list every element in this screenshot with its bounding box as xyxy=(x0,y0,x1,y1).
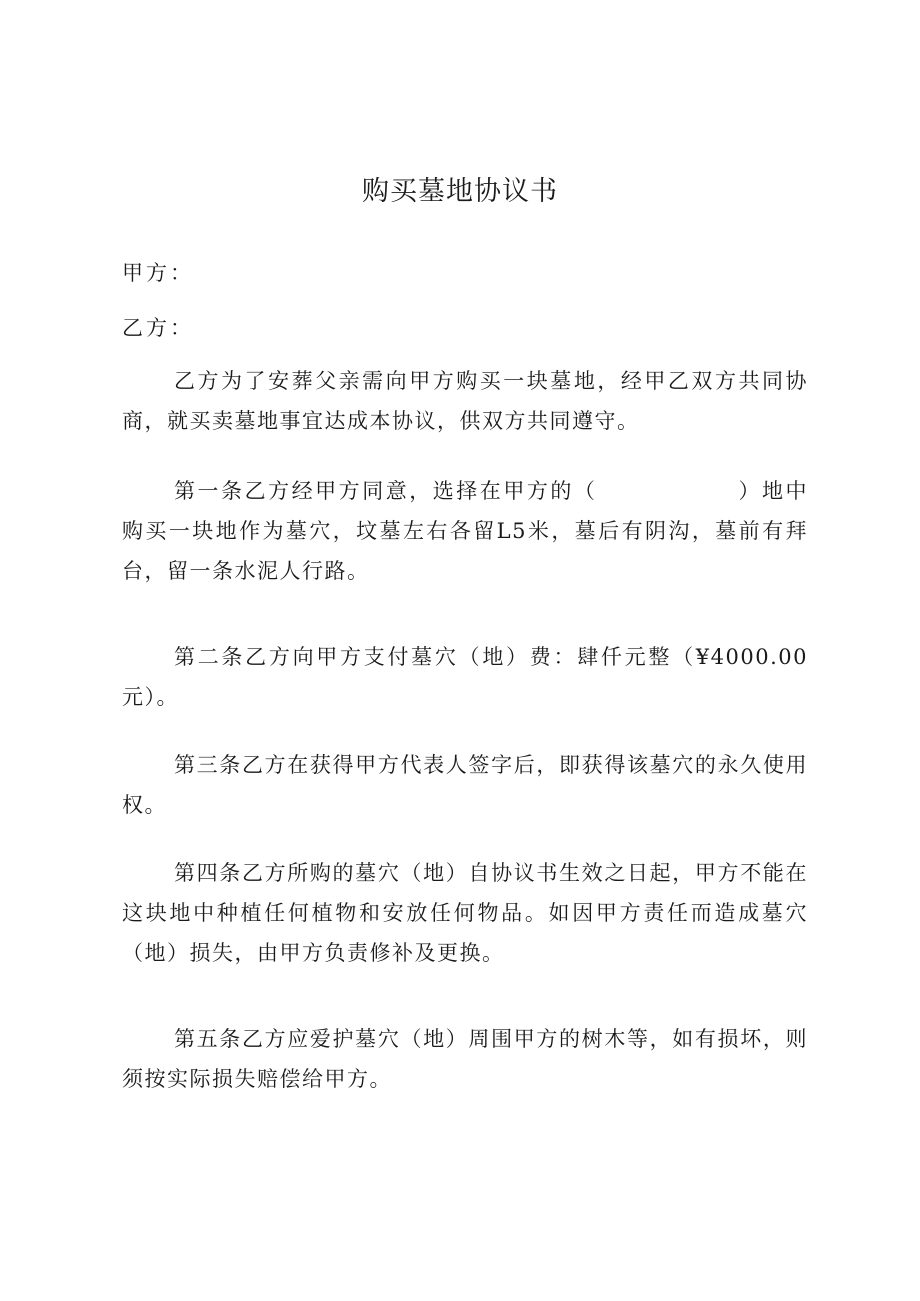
article-1-text-end: ）地中购买一块地作为墓穴，坟墓左右各留L5米，墓后有阴沟，墓前有拜台，留一条水泥人行路。 xyxy=(122,479,809,583)
party-a-label: 甲方： xyxy=(122,261,194,285)
article-5-paragraph: 第五条乙方应爱护墓穴（地）周围甲方的树木等，如有损坏，则须按实际损失赔偿给甲方。 xyxy=(122,1027,808,1091)
article-1-text-start: 第一条乙方经甲方同意，选择在甲方的（ xyxy=(174,479,598,503)
article-2-paragraph: 第二条乙方向甲方支付墓穴（地）费：肆仟元整（¥4000.00元）。 xyxy=(122,645,808,709)
party-b-label: 乙方： xyxy=(122,316,194,340)
article-1-paragraph xyxy=(122,471,808,591)
preamble-paragraph: 乙方为了安葬父亲需向甲方购买一块墓地，经甲乙双方共同协商，就买卖墓地事宜达成本协议，供双方共同遵守。 xyxy=(122,369,808,433)
article-4-paragraph: 第四条乙方所购的墓穴（地）自协议书生效之日起，甲方不能在这块地中种植任何植物和安放任何物品。如因甲方责任而造成墓穴（地）损失，由甲方负责修补及更换。 xyxy=(122,861,808,965)
article-3-paragraph: 第三条乙方在获得甲方代表人签字后，即获得该墓穴的永久使用权。 xyxy=(122,753,808,817)
document-title: 购买墓地协议书 xyxy=(362,176,558,207)
